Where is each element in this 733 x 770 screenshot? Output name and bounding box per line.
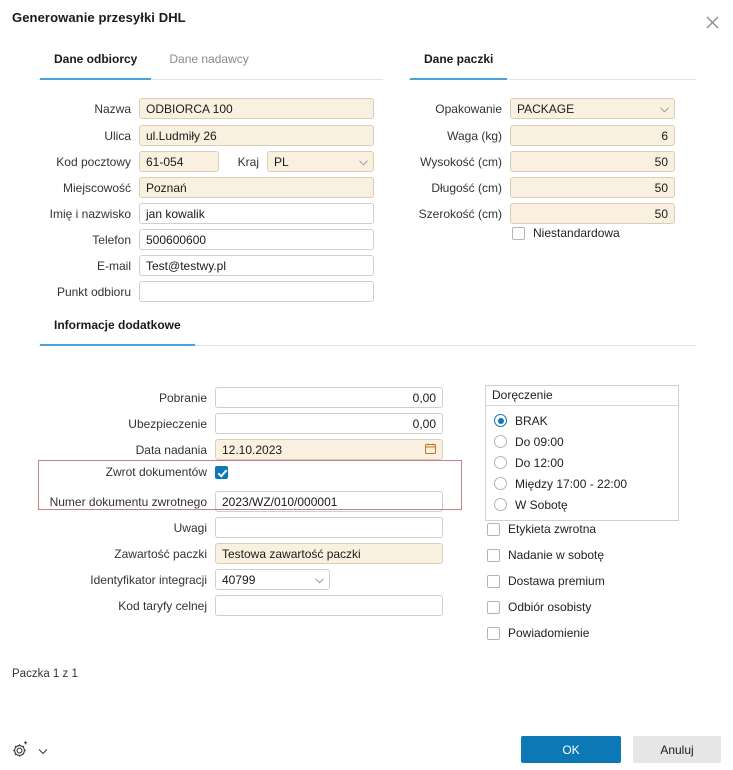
checkbox-dostawa-premium[interactable] (487, 568, 687, 594)
select-kraj-value: PL (274, 154, 289, 169)
input-punkt-odbioru[interactable] (139, 281, 374, 302)
chevron-down-icon (315, 573, 324, 587)
tab-dane-paczki[interactable] (408, 52, 509, 79)
tab-label: Dane paczki (424, 52, 494, 66)
label-kod-pocztowy: Kod pocztowy (56, 154, 131, 169)
input-telefon[interactable]: 500600600 (139, 229, 374, 250)
field-row-telefon (24, 229, 374, 250)
label-nazwa: Nazwa (94, 101, 131, 116)
input-ubezpieczenie[interactable]: 0,00 (215, 413, 443, 434)
field-row-waga (400, 125, 675, 146)
radio-label: Między 17:00 - 22:00 (515, 476, 628, 491)
radio-label: BRAK (515, 413, 548, 428)
field-row-imie-nazwisko (24, 203, 374, 224)
checkbox-nadanie-w-sobote[interactable] (487, 542, 687, 568)
label-zwrot-dokumentow: Zwrot dokumentów (105, 465, 207, 479)
field-row-kod-pocztowy (24, 151, 374, 172)
label-ulica: Ulica (104, 128, 131, 143)
field-row-data-nadania (95, 439, 443, 460)
settings-menu-button[interactable] (12, 740, 48, 761)
tab-label: Dane nadawcy (169, 52, 249, 66)
label-zawartosc-paczki: Zawartość paczki (114, 546, 207, 561)
radio-button[interactable] (494, 435, 507, 448)
field-row-punkt-odbioru (24, 281, 374, 302)
chevron-down-icon (359, 155, 368, 169)
checkbox-label: Etykieta zwrotna (508, 522, 597, 536)
tab-label: Dane odbiorcy (54, 52, 138, 66)
radio-w-sobote[interactable] (494, 494, 672, 515)
checkbox-zwrot-dokumentow[interactable] (215, 466, 228, 479)
checkbox-label: Powiadomienie (508, 626, 590, 640)
radio-button[interactable] (494, 477, 507, 490)
field-row-dlugosc (400, 177, 675, 198)
label-email: E-mail (96, 258, 131, 273)
input-ulica[interactable]: ul.Ludmiły 26 (139, 125, 374, 146)
calendar-icon[interactable] (425, 443, 436, 457)
option-checkbox-list (487, 516, 687, 646)
checkbox-box[interactable] (487, 523, 500, 536)
input-kod-pocztowy[interactable]: 61-054 (139, 151, 219, 172)
field-row-ulica (24, 125, 374, 146)
input-dlugosc[interactable]: 50 (510, 177, 675, 198)
checkbox-etykieta-zwrotna[interactable] (487, 516, 687, 542)
checkbox-label: Nadanie w sobotę (508, 548, 605, 562)
checkbox-label: Niestandardowa (533, 226, 620, 240)
label-waga: Waga (kg) (447, 128, 502, 143)
tabstrip-informacje-dodatkowe (38, 318, 696, 346)
checkbox-box[interactable] (487, 575, 500, 588)
input-uwagi[interactable] (215, 517, 443, 538)
field-row-ubezpieczenie (95, 413, 443, 434)
label-ubezpieczenie: Ubezpieczenie (128, 416, 207, 431)
radio-miedzy-17-22[interactable] (494, 473, 672, 494)
label-pobranie: Pobranie (158, 390, 207, 405)
field-row-opakowanie (400, 98, 675, 119)
label-miejscowosc: Miejscowość (62, 180, 131, 195)
radio-do-12-00[interactable] (494, 452, 672, 473)
select-opakowanie[interactable] (510, 98, 675, 119)
input-kod-taryfy-celnej[interactable] (215, 595, 443, 616)
tab-dane-nadawcy[interactable] (153, 52, 264, 79)
radio-button[interactable] (494, 498, 507, 511)
input-pobranie[interactable]: 0,00 (215, 387, 443, 408)
input-nazwa[interactable]: ODBIORCA 100 (139, 98, 374, 119)
label-wysokosc: Wysokość (cm) (420, 154, 502, 169)
field-row-kod-taryfy-celnej (95, 595, 443, 616)
field-row-miejscowosc (24, 177, 374, 198)
chevron-down-icon (660, 102, 669, 116)
radio-brak[interactable] (494, 410, 672, 431)
checkbox-box[interactable] (487, 601, 500, 614)
field-row-nazwa (24, 98, 374, 119)
checkbox-niestandardowa[interactable] (512, 226, 620, 240)
delivery-group (485, 385, 679, 521)
select-opakowanie-value: PACKAGE (517, 101, 575, 116)
radio-label: Do 12:00 (515, 455, 564, 470)
field-row-wysokosc (400, 151, 675, 172)
radio-label: W Sobotę (515, 497, 568, 512)
checkbox-box[interactable] (487, 627, 500, 640)
field-row-zwrot-dokumentow[interactable] (95, 465, 448, 479)
label-imie-nazwisko: Imię i nazwisko (49, 206, 131, 221)
select-kraj[interactable] (267, 151, 374, 172)
checkbox-box[interactable] (487, 549, 500, 562)
label-kod-taryfy-celnej: Kod taryfy celnej (118, 598, 207, 613)
field-row-szerokosc (400, 203, 675, 224)
checkbox-label: Dostawa premium (508, 574, 605, 588)
field-row-uwagi (95, 517, 443, 538)
dialog-title: Generowanie przesyłki DHL (12, 10, 186, 25)
input-imie-nazwisko[interactable]: jan kowalik (139, 203, 374, 224)
checkbox-label: Odbiór osobisty (508, 600, 592, 614)
label-szerokosc: Szerokość (cm) (418, 206, 502, 221)
ok-button[interactable]: OK (521, 736, 621, 763)
input-miejscowosc[interactable]: Poznań (139, 177, 374, 198)
input-wysokosc[interactable]: 50 (510, 151, 675, 172)
select-identyfikator-integracji[interactable] (215, 569, 330, 590)
label-kraj: Kraj (237, 154, 259, 169)
page-counter: Paczka 1 z 1 (12, 668, 78, 680)
data-nadania-value: 12.10.2023 (222, 442, 283, 457)
field-row-pobranie (95, 387, 443, 408)
checkbox-odbior-osobisty[interactable] (487, 594, 687, 620)
tab-informacje-dodatkowe[interactable] (38, 318, 197, 345)
input-data-nadania[interactable] (215, 439, 443, 460)
input-waga[interactable]: 6 (510, 125, 675, 146)
checkbox-box[interactable] (512, 227, 525, 240)
label-opakowanie: Opakowanie (435, 101, 502, 116)
field-row-email (24, 255, 374, 276)
input-numer-dokumentu[interactable]: 2023/WZ/010/000001 (215, 491, 443, 512)
close-icon (706, 16, 719, 29)
cancel-button[interactable]: Anuluj (633, 736, 721, 763)
label-punkt-odbioru: Punkt odbioru (56, 284, 131, 299)
label-telefon: Telefon (92, 232, 131, 247)
chevron-down-icon[interactable] (38, 744, 48, 758)
field-row-zawartosc-paczki (95, 543, 443, 564)
field-row-numer-dokumentu (47, 491, 443, 512)
label-dlugosc: Długość (cm) (431, 180, 502, 195)
gear-icon[interactable] (12, 740, 30, 761)
radio-button[interactable] (494, 456, 507, 469)
tab-dane-odbiorcy[interactable] (38, 52, 153, 79)
radio-do-09-00[interactable] (494, 431, 672, 452)
radio-label: Do 09:00 (515, 434, 564, 449)
radio-button[interactable] (494, 414, 507, 427)
label-uwagi: Uwagi (173, 520, 207, 535)
checkbox-powiadomienie[interactable] (487, 620, 687, 646)
identyfikator-value: 40799 (222, 572, 256, 587)
input-zawartosc-paczki[interactable]: Testowa zawartość paczki (215, 543, 443, 564)
label-numer-dokumentu: Numer dokumentu zwrotnego (49, 494, 207, 509)
input-email[interactable]: Test@testwy.pl (139, 255, 374, 276)
close-button[interactable] (697, 8, 727, 36)
tabstrip-package (408, 52, 696, 80)
tab-label: Informacje dodatkowe (54, 318, 181, 332)
tabstrip-recipient (38, 52, 383, 80)
label-identyfikator-integracji: Identyfikator integracji (90, 572, 207, 587)
input-szerokosc[interactable]: 50 (510, 203, 675, 224)
field-row-identyfikator-integracji (47, 569, 330, 590)
delivery-group-title: Doręczenie (486, 386, 678, 406)
label-data-nadania: Data nadania (135, 442, 207, 457)
